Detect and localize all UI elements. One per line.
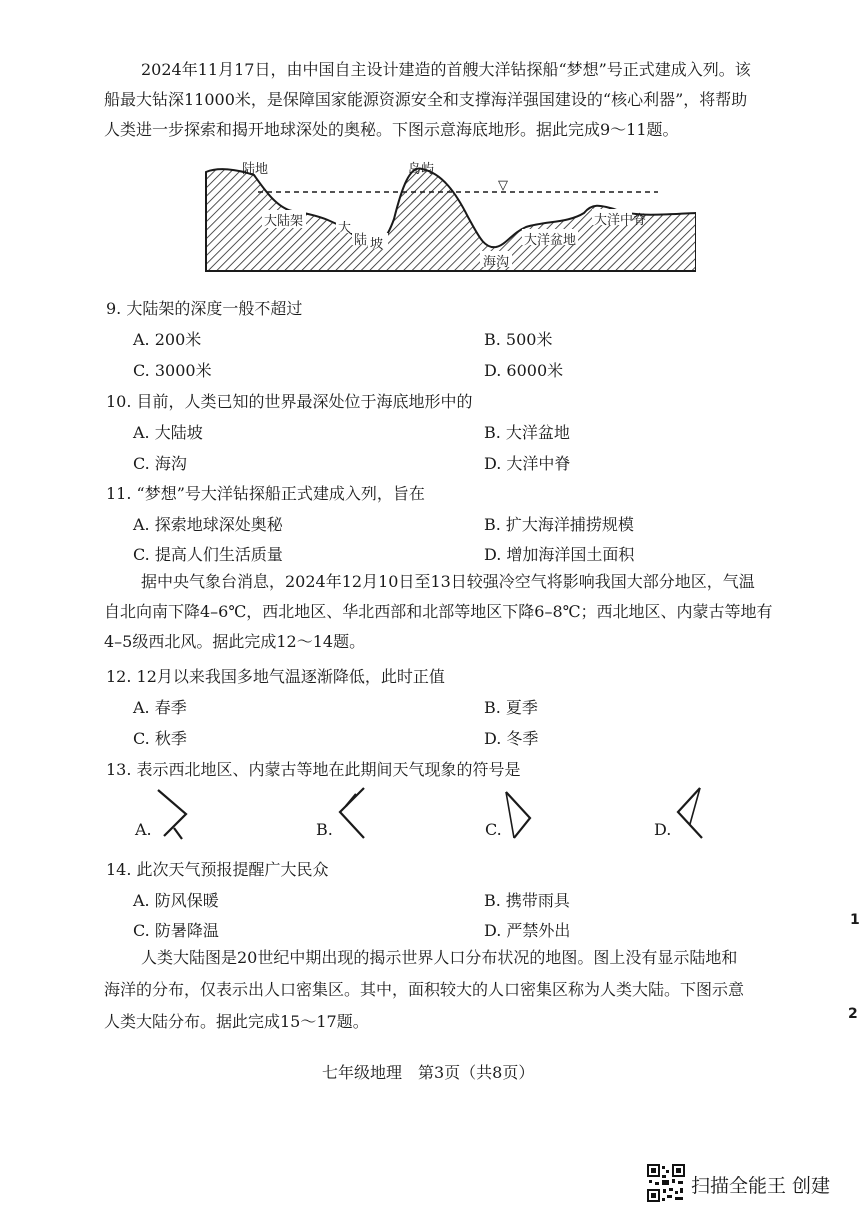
label-trench: 海沟 bbox=[483, 255, 510, 270]
q12-option-c: C. 秋季 bbox=[133, 729, 187, 748]
q11-option-d: D. 增加海洋国土面积 bbox=[484, 545, 635, 564]
q9-option-b: B. 500米 bbox=[484, 330, 553, 349]
q11-option-a: A. 探索地球深处奥秘 bbox=[133, 515, 283, 534]
q13-option-c: C. bbox=[485, 820, 502, 839]
q11-option-b: B. 扩大海洋捕捞规模 bbox=[484, 515, 634, 534]
intro2-line-2: 自北向南下降4–6℃，西北地区、华北西部和北部等地区下降6–8℃；西北地区、内蒙古等地有 bbox=[104, 602, 773, 621]
q14-option-a: A. 防风保暖 bbox=[133, 891, 219, 910]
q13-stem: 13. 表示西北地区、内蒙古等地在此期间天气现象的符号是 bbox=[106, 760, 521, 779]
edge-mark-2: 2 bbox=[848, 1006, 858, 1022]
q11-option-c: C. 提高人们生活质量 bbox=[133, 545, 283, 564]
edge-mark-1: 1 bbox=[850, 912, 860, 928]
q10-option-d: D. 大洋中脊 bbox=[484, 454, 571, 473]
intro3-line-1: 人类大陆图是20世纪中期出现的揭示世界人口分布状况的地图。图上没有显示陆地和 bbox=[141, 948, 738, 967]
intro1-line-1: 2024年11月17日，由中国自主设计建造的首艘大洋钻探船“梦想”号正式建成入列。该 bbox=[141, 60, 751, 79]
label-mid-ocean-ridge: 大洋中脊 bbox=[594, 213, 647, 228]
q14-option-d: D. 严禁外出 bbox=[484, 921, 571, 940]
q9-stem: 9. 大陆架的深度一般不超过 bbox=[106, 299, 303, 318]
wind-symbol-b-icon bbox=[332, 786, 376, 846]
q14-option-c: C. 防暑降温 bbox=[133, 921, 219, 940]
q13-option-a: A. bbox=[135, 820, 152, 839]
q9-option-c: C. 3000米 bbox=[133, 361, 212, 380]
intro2-line-1: 据中央气象台消息，2024年12月10日至13日较强冷空气将影响我国大部分地区，气温 bbox=[141, 572, 755, 591]
seabed-terrain-diagram bbox=[196, 155, 696, 277]
label-continental-slope-2: 陆 bbox=[354, 233, 368, 248]
sea-level-marker-icon: ▽ bbox=[498, 178, 508, 193]
label-continental-shelf: 大陆架 bbox=[264, 214, 304, 229]
q9-option-a: A. 200米 bbox=[133, 330, 202, 349]
intro1-line-2: 船最大钻深11000米，是保障国家能源资源安全和支撑海洋强国建设的“核心利器”，将帮助 bbox=[104, 90, 748, 109]
wind-symbol-d-icon bbox=[672, 786, 712, 846]
label-continental-slope-3: 坡 bbox=[370, 237, 384, 252]
label-land: 陆地 bbox=[242, 162, 269, 177]
wind-symbol-c-icon bbox=[500, 788, 540, 846]
q11-stem: 11. “梦想”号大洋钻探船正式建成入列，旨在 bbox=[106, 484, 425, 503]
scanner-watermark: 扫描全能王 创建 bbox=[691, 1175, 831, 1197]
q13-option-d: D. bbox=[654, 820, 672, 839]
qr-code-icon bbox=[647, 1164, 685, 1202]
label-continental-slope-1: 大 bbox=[338, 221, 352, 236]
q12-stem: 12. 12月以来我国多地气温逐渐降低，此时正值 bbox=[106, 667, 445, 686]
label-island: 岛屿 bbox=[408, 162, 435, 177]
q10-option-b: B. 大洋盆地 bbox=[484, 423, 570, 442]
label-ocean-basin: 大洋盆地 bbox=[524, 233, 577, 248]
q12-option-d: D. 冬季 bbox=[484, 729, 539, 748]
q10-stem: 10. 目前，人类已知的世界最深处位于海底地形中的 bbox=[106, 392, 473, 411]
q14-stem: 14. 此次天气预报提醒广大民众 bbox=[106, 860, 329, 879]
q12-option-a: A. 春季 bbox=[133, 698, 187, 717]
intro3-line-3: 人类大陆分布。据此完成15～17题。 bbox=[104, 1012, 369, 1031]
q10-option-c: C. 海沟 bbox=[133, 454, 187, 473]
q14-option-b: B. 携带雨具 bbox=[484, 891, 570, 910]
q10-option-a: A. 大陆坡 bbox=[133, 423, 203, 442]
intro3-line-2: 海洋的分布，仅表示出人口密集区。其中，面积较大的人口密集区称为人类大陆。下图示意 bbox=[104, 980, 745, 999]
q13-option-b: B. bbox=[316, 820, 333, 839]
intro1-line-3: 人类进一步探索和揭开地球深处的奥秘。下图示意海底地形。据此完成9～11题。 bbox=[104, 120, 679, 139]
wind-symbol-a-icon bbox=[152, 788, 200, 846]
q12-option-b: B. 夏季 bbox=[484, 698, 538, 717]
q9-option-d: D. 6000米 bbox=[484, 361, 564, 380]
page-footer: 七年级地理 第3页（共8页） bbox=[322, 1063, 535, 1082]
intro2-line-3: 4–5级西北风。据此完成12～14题。 bbox=[104, 632, 366, 651]
